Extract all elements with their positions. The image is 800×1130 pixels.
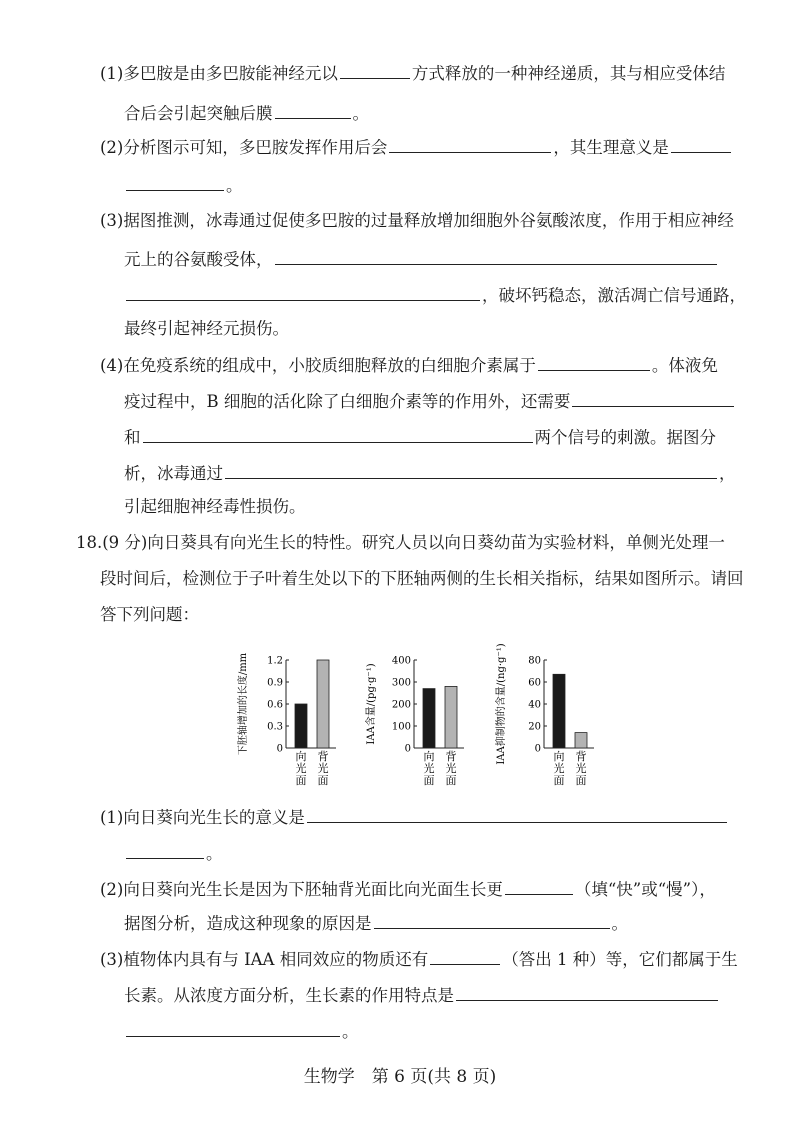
bar — [423, 689, 435, 748]
chart-iaa-content — [364, 640, 474, 794]
q17-part3-line4: 最终引起神经元损伤。 — [124, 319, 289, 338]
q17-part4-line4: 析，冰毒通过 ， — [124, 464, 736, 483]
answer-blank[interactable] — [572, 390, 734, 407]
answer-blank[interactable] — [126, 842, 204, 859]
x-category-label: 背光面 — [317, 750, 329, 787]
chart-svg — [494, 640, 604, 790]
q17-part2-line2: 。 — [124, 174, 243, 197]
x-category-label: 背光面 — [445, 750, 457, 787]
y-axis-label: IAA含量/(pg·g⁻¹) — [366, 663, 377, 745]
y-tick-label: 0.6 — [267, 699, 283, 711]
q17-part3-line2: 元上的谷氨酸受体， — [124, 248, 719, 271]
q18-sub2-line2: 据图分析，造成这种现象的原因是 。 — [124, 914, 628, 933]
answer-blank[interactable] — [340, 62, 410, 79]
answer-blank[interactable] — [307, 806, 727, 823]
q17-part4-line5: 引起细胞神经毒性损伤。 — [124, 497, 306, 516]
answer-blank[interactable] — [671, 136, 731, 153]
chart-hypocotyl-length — [236, 640, 346, 794]
y-tick-label: 0.3 — [267, 721, 283, 733]
q17-part2-line1: (2)分析图示可知，多巴胺发挥作用后会 ，其生理意义是 — [100, 136, 733, 159]
x-category-label: 向光面 — [423, 750, 435, 787]
q18-sub3-line1: (3)植物体内具有与 IAA 相同效应的物质还有 （答出 1 种）等，它们都属于生 — [100, 950, 738, 969]
bar — [445, 686, 457, 748]
y-tick-label: 200 — [391, 699, 411, 711]
q18-stem-line2: 段时间后，检测位于子叶着生处以下的下胚轴两侧的生长相关指标，结果如图所示。请回 — [100, 569, 744, 588]
q17-part1-line2: 合后会引起突触后膜 。 — [124, 104, 369, 123]
y-tick-label: 80 — [528, 655, 541, 667]
y-tick-label: 300 — [391, 677, 411, 689]
x-category-label: 向光面 — [295, 750, 307, 787]
chart-svg — [236, 640, 346, 790]
q17-part4-line1: (4)在免疫系统的组成中，小胶质细胞释放的白细胞介素属于 。体液免 — [100, 356, 718, 375]
y-tick-label: 0 — [534, 743, 541, 755]
answer-blank[interactable] — [126, 174, 224, 191]
answer-blank[interactable] — [374, 912, 610, 929]
answer-blank[interactable] — [126, 1020, 340, 1037]
y-axis-label: IAA抑制物的含量/(ng·g⁻¹) — [496, 643, 507, 765]
answer-blank[interactable] — [225, 462, 717, 479]
chart-iaa-inhibitor — [494, 640, 604, 794]
q18-sub1-line2: 。 — [124, 842, 223, 865]
y-tick-label: 60 — [528, 677, 541, 689]
y-axis-label: 下胚轴增加的长度/mm — [238, 652, 249, 756]
answer-blank[interactable] — [275, 248, 717, 265]
bar — [295, 704, 307, 748]
answer-blank[interactable] — [275, 102, 351, 119]
bar — [553, 674, 565, 748]
y-tick-label: 0 — [276, 743, 283, 755]
q17-part4-line2: 疫过程中，B 细胞的活化除了白细胞介素等的作用外，还需要 — [124, 390, 736, 413]
answer-blank[interactable] — [505, 878, 573, 895]
y-tick-label: 1.2 — [267, 655, 283, 667]
answer-blank[interactable] — [143, 426, 533, 443]
answer-blank[interactable] — [389, 136, 551, 153]
bar — [317, 660, 329, 748]
q17-part1-line1: (1)多巴胺是由多巴胺能神经元以 方式释放的一种神经递质，其与相应受体结 — [100, 64, 726, 83]
q18-sub1-line1: (1)向日葵向光生长的意义是 — [100, 806, 729, 829]
y-tick-label: 100 — [391, 721, 411, 733]
answer-blank[interactable] — [430, 948, 500, 965]
q18-sub3-line3: 。 — [124, 1020, 359, 1043]
q17-part3-line1: (3)据图推测，冰毒通过促使多巴胺的过量释放增加细胞外谷氨酸浓度，作用于相应神经 — [100, 211, 734, 230]
y-tick-label: 20 — [528, 721, 541, 733]
x-category-label: 背光面 — [575, 750, 587, 787]
q18-sub3-line2: 长素。从浓度方面分析，生长素的作用特点是 — [124, 984, 720, 1007]
x-category-label: 向光面 — [553, 750, 565, 787]
y-tick-label: 0 — [404, 743, 411, 755]
answer-blank[interactable] — [456, 984, 718, 1001]
answer-blank[interactable] — [538, 354, 650, 371]
y-tick-label: 400 — [391, 655, 411, 667]
chart-svg — [364, 640, 474, 790]
y-tick-label: 0.9 — [267, 677, 283, 689]
answer-blank[interactable] — [126, 284, 480, 301]
q17-part4-line3: 和 两个信号的刺激。据图分 — [124, 428, 716, 447]
q18-sub2-line1: (2)向日葵向光生长是因为下胚轴背光面比向光面生长更 （填“快”或“慢”）， — [100, 880, 716, 899]
page-footer: 生物学 第 6 页(共 8 页) — [303, 1067, 497, 1087]
q18-stem-line3: 答下列问题： — [100, 605, 199, 624]
q18-stem-line1: 18.(9 分)向日葵具有向光生长的特性。研究人员以向日葵幼苗为实验材料，单侧光处理一 — [76, 533, 725, 552]
q17-part3-line3: ，破坏钙稳态，激活凋亡信号通路， — [124, 284, 746, 307]
y-tick-label: 40 — [528, 699, 541, 711]
bar — [575, 733, 587, 748]
